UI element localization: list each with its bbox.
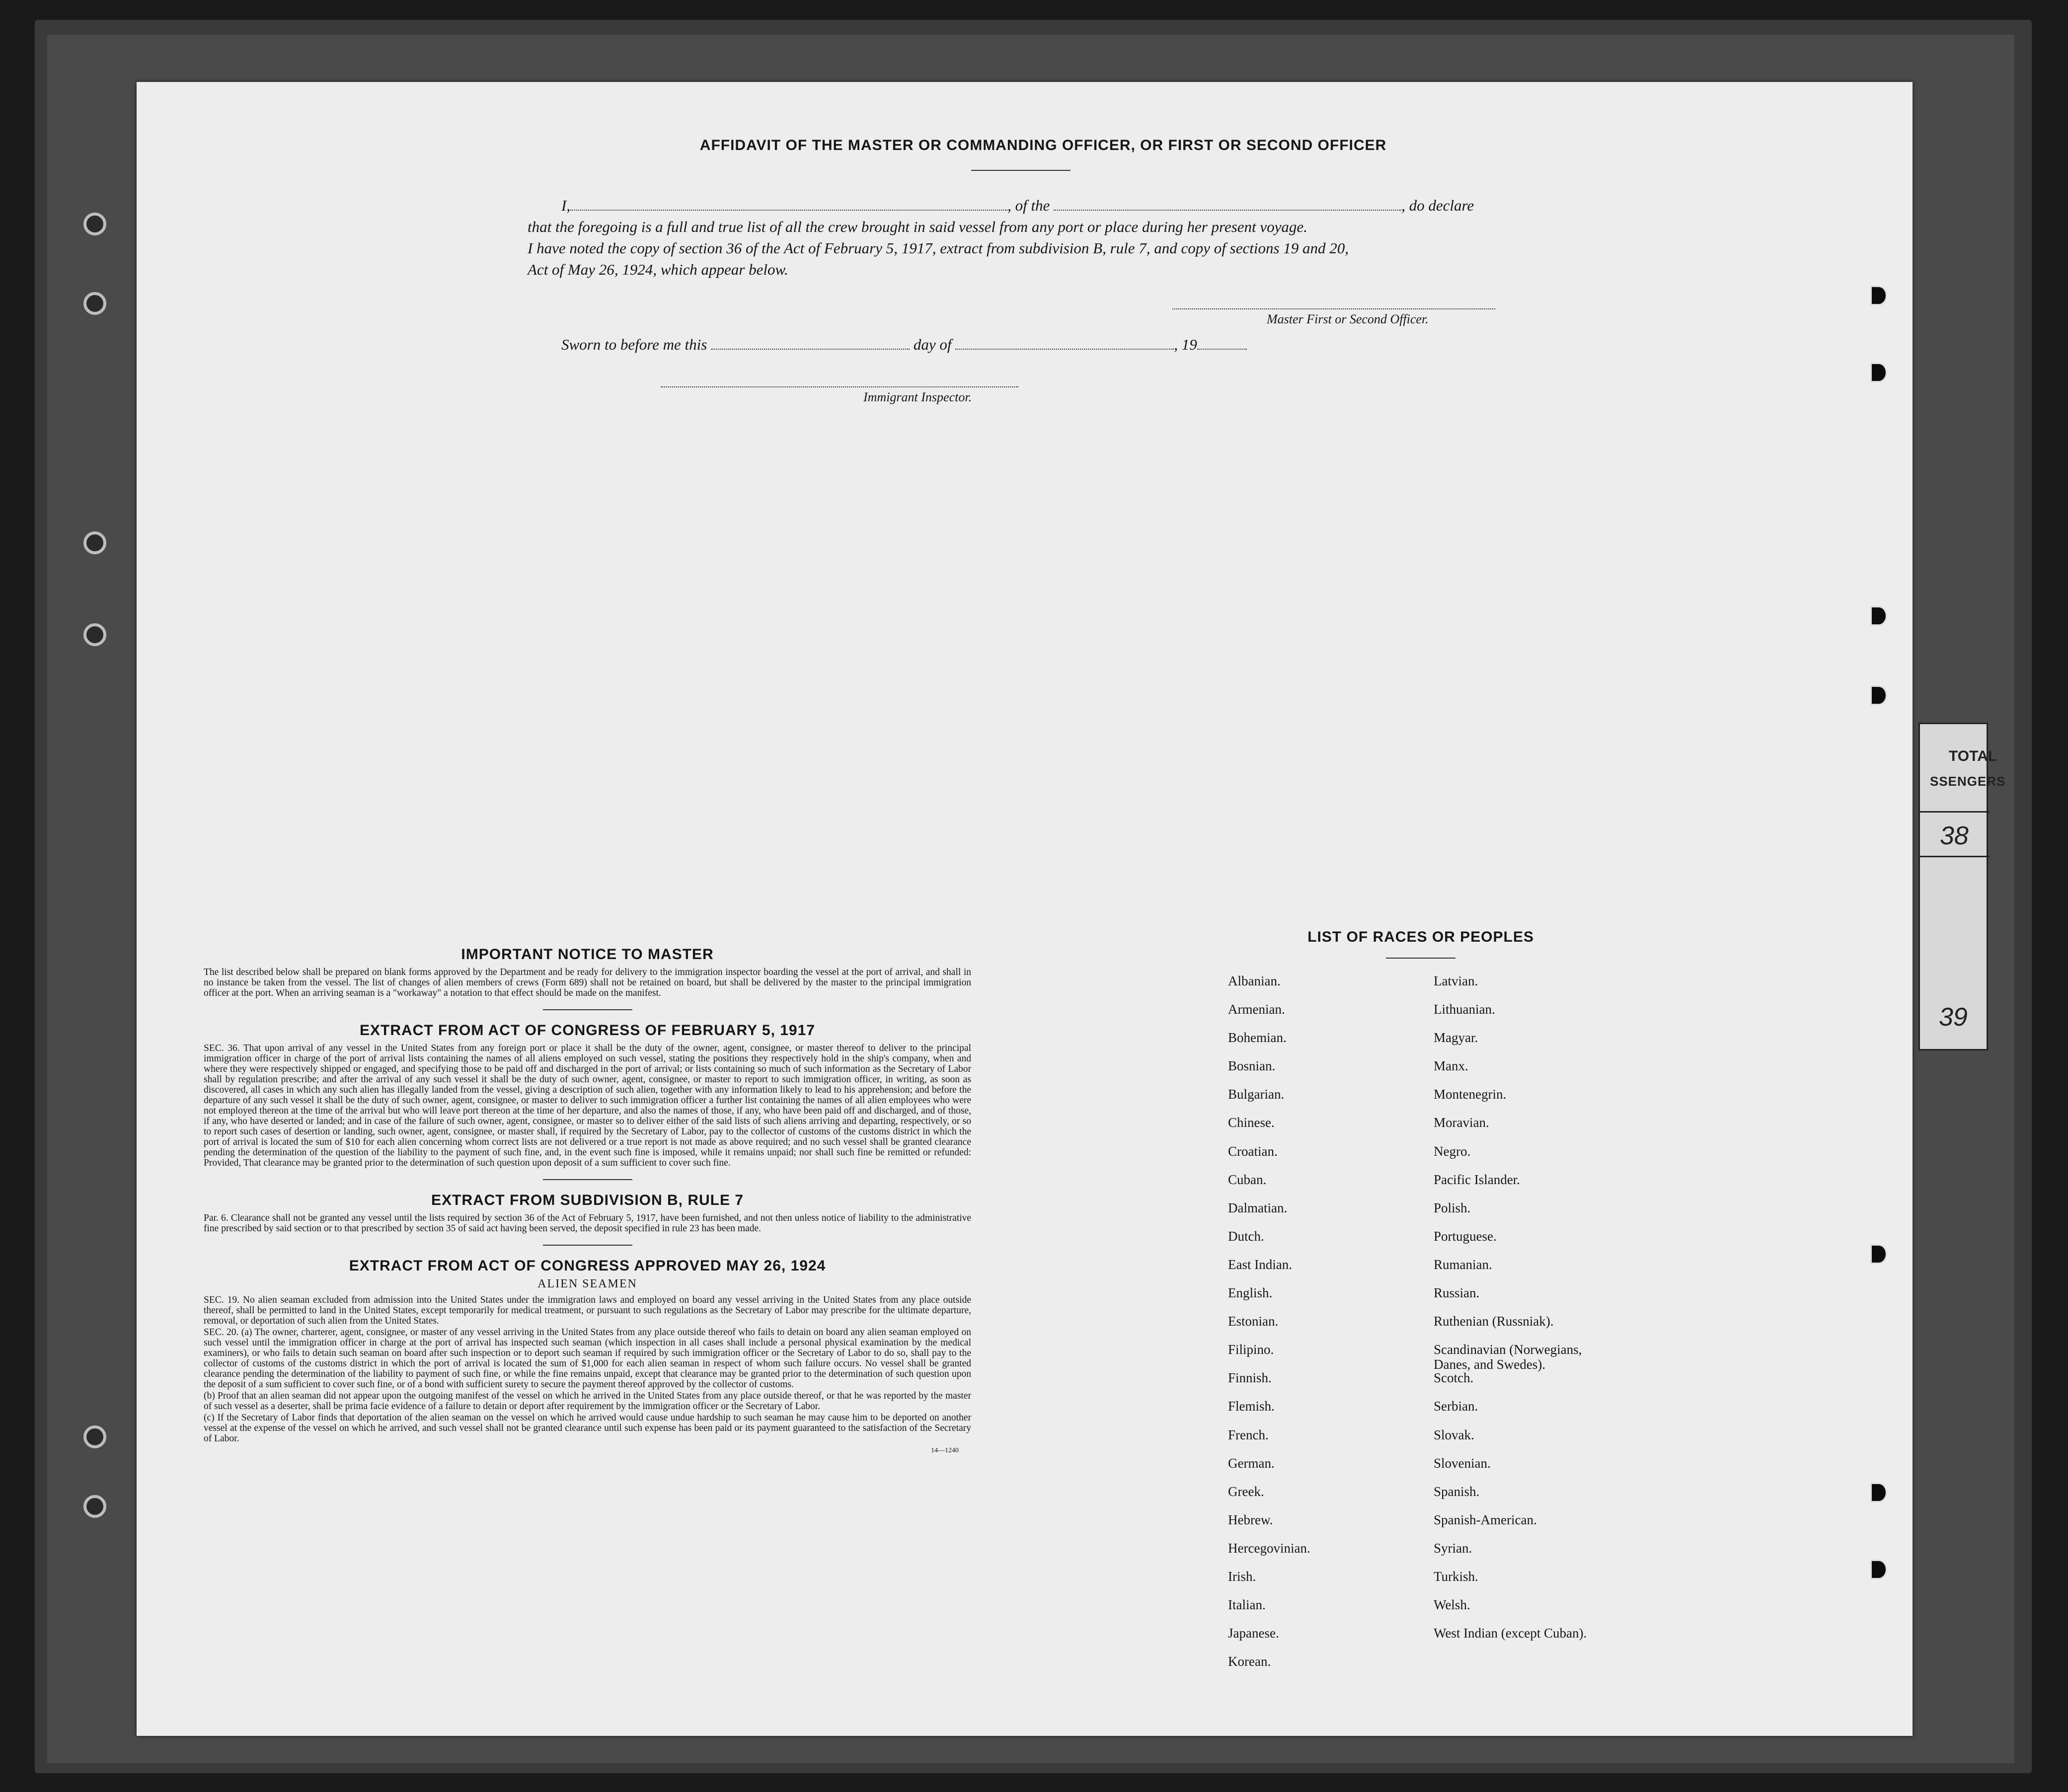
binder-hole-icon	[83, 1425, 106, 1448]
race-item: Spanish.	[1434, 1484, 1480, 1499]
sworn-day-blank[interactable]	[711, 338, 910, 350]
race-item: Montenegrin.	[1434, 1087, 1507, 1102]
race-item: Serbian.	[1434, 1399, 1478, 1414]
race-item: Spanish-American.	[1434, 1512, 1537, 1527]
section-rule	[543, 1179, 632, 1180]
year-blank[interactable]	[1197, 338, 1247, 350]
sec-19-text: SEC. 19. No alien seaman excluded from admission into the United States under the immigration laws and employed on board any vessel arriving in the United States from any place outside thereof, shall be permitted to land in the United States, except temporarily for medical treatment, or pursuant to such regulations as the Secretary of Labor may prescribe for the ultimate departure, removal, or deportation of such alien from the United States.	[204, 1295, 971, 1326]
extract-rule7-body: Par. 6. Clearance shall not be granted any vessel until the lists required by section 36 of the Act of February 5, 1917, have been furnished, and not then unless notice of liability to the administrative fine prescribed by said section or to that prescribed by section 35 of said act having been served, the deposit specified in rule 23 has been made.	[204, 1213, 971, 1234]
year-text: , 19	[1174, 336, 1197, 353]
extract-1917-heading: EXTRACT FROM ACT OF CONGRESS OF FEBRUARY 5, 1917	[360, 1022, 815, 1039]
races-title-rule	[1386, 958, 1455, 959]
race-item: Finnish.	[1228, 1370, 1272, 1386]
declarant-prefix: I,	[561, 197, 571, 214]
race-item: Greek.	[1228, 1484, 1264, 1499]
of-the-text: , of the	[1007, 197, 1050, 214]
section-rule	[543, 1245, 632, 1246]
race-item: Scotch.	[1434, 1370, 1474, 1386]
race-item: Bohemian.	[1228, 1030, 1287, 1045]
section-rule	[543, 1009, 632, 1010]
race-item: Dalmatian.	[1228, 1200, 1288, 1215]
punch-hole-icon	[1870, 606, 1887, 626]
race-item: Chinese.	[1228, 1115, 1275, 1130]
race-item: German.	[1228, 1455, 1275, 1471]
master-signature-label: Master First or Second Officer.	[1267, 312, 1429, 326]
race-item: Hercegovinian.	[1228, 1540, 1310, 1556]
extract-1917-body: SEC. 36. That upon arrival of any vessel in the United States from any foreign port or place it shall be the duty of the owner, agent, consignee, or master thereof to deliver to the principal immigration officer in charge of the port of arrival lists containing the names of all aliens employed on such vessel, stating the positions they respectively hold in the ship's company, when and where they were respectively shipped or engaged, and specifying those to be paid off and discharged in the port of arrival; or lists containing so much of such information as the Secretary of Labor shall by regulation prescribe; and after the arrival of any such vessel it shall be the duty of such owner, agent, consignee, or master to report to such immigration officer, in writing, as soon as discovered, all cases in which any such alien has illegally landed from the vessel, giving a description of such alien, together with any information likely to lead to his apprehension; and before the departure of any such vessel it shall be the duty of such owner, agent, consignee, or master to deliver to such immigration officer a further list containing the names of all alien employees who were not employed thereon at the time of the arrival but who will leave port thereon at the time of her departure, and also the names of those, if any, who have been paid off and discharged, and of those, if any, who have deserted or landed; and in case of the failure of such owner, agent, consignee, or master so to deliver either of the said lists of such aliens arriving and departing, respectively, or so to report such cases of desertion or landing, such owner, agent, consignee, or master shall, if required by the Secretary of Labor, pay to the collector of customs of the customs district in which the port of arrival is located the sum of $10 for each alien concerning whom correct lists are not delivered or a true report is not made as above required; and no such vessel shall be granted clearance pending the determination of the question of the liability to the payment of such fine, and, in the event such fine is imposed, while it remains unpaid; nor shall such fine be remitted or refunded: Provided, That clearance may be granted prior to the determination of such question upon deposit of a sum sufficient to cover such fine.	[204, 1043, 971, 1168]
sec-20b-text: (b) Proof that an alien seaman did not appear upon the outgoing manifest of the vessel on which he arrived in the United States from any place outside thereof, or that he was reported by the master of such vessel as a deserter, shall be prima facie evidence of a failure to detain or deport after requirement by the immigration officer or the Secretary of Labor.	[204, 1391, 971, 1412]
sec-20a-text: SEC. 20. (a) The owner, charterer, agent, consignee, or master of any vessel arriving in the United States from any place outside thereof who fails to detain on board any alien seaman employed on such vessel until the immigration officer in charge at the port of arrival has inspected such seaman (which inspection in all cases shall include a personal physical examination by the medical examiners), or who fails to detain such seaman on board after such inspection or to deport such seaman if required by such immigration officer or the Secretary of Labor to do so, shall pay to the collector of customs of the customs district in which the port of arrival is located the sum of $1,000 for each alien seaman in respect of whom such failure occurs. No vessel shall be granted clearance pending the determination of the liability to payment of such fine, or while the fine remains unpaid, except that clearance may be granted prior to the determination of such question upon the deposit of a sum sufficient to cover such fine, or of a bond with sufficient surety to secure the payment thereof approved by the collector of customs.	[204, 1327, 971, 1390]
race-item: Slovak.	[1434, 1427, 1474, 1442]
race-item: Russian.	[1434, 1285, 1480, 1301]
race-item: Magyar.	[1434, 1030, 1478, 1045]
race-item: Slovenian.	[1434, 1455, 1491, 1471]
race-item: Korean.	[1228, 1654, 1271, 1669]
passengers-label: SSENGERS	[1930, 774, 2006, 789]
binder-hole-icon	[83, 1495, 106, 1518]
race-item: Bulgarian.	[1228, 1087, 1285, 1102]
declare-text: , do declare	[1401, 197, 1474, 214]
races-left-column	[1228, 973, 1310, 1682]
passenger-total-tab	[1918, 723, 2006, 1050]
race-item: Albanian.	[1228, 973, 1281, 988]
declaration-line-2: that the foregoing is a full and true list of all the crew brought in said vessel from any port or place during her present voyage.	[528, 218, 1307, 235]
extract-1924-heading: EXTRACT FROM ACT OF CONGRESS APPROVED MAY 26, 1924	[349, 1258, 826, 1274]
extract-rule7-heading: EXTRACT FROM SUBDIVISION B, RULE 7	[431, 1192, 744, 1208]
punch-hole-icon	[1870, 363, 1887, 382]
affidavit-title: AFFIDAVIT OF THE MASTER OR COMMANDING OFFICER, OR FIRST OR SECOND OFFICER	[699, 137, 1387, 153]
race-item: Latvian.	[1434, 973, 1478, 988]
binder-hole-icon	[83, 213, 106, 235]
master-signature-line[interactable]	[1172, 308, 1495, 309]
tab-divider	[1920, 856, 1990, 857]
race-item: East Indian.	[1228, 1257, 1292, 1272]
notice-heading: IMPORTANT NOTICE TO MASTER	[461, 946, 714, 963]
count-first: 38	[1940, 821, 1969, 850]
race-item: Negro.	[1434, 1143, 1471, 1159]
name-blank[interactable]	[570, 199, 1007, 211]
punch-hole-icon	[1870, 1483, 1887, 1502]
race-item: Moravian.	[1434, 1115, 1489, 1130]
race-item: Manx.	[1434, 1058, 1468, 1074]
race-item: Portuguese.	[1434, 1228, 1497, 1244]
race-item: French.	[1228, 1427, 1269, 1442]
race-item: Syrian.	[1434, 1540, 1472, 1556]
title-rule	[971, 170, 1071, 171]
punch-hole-icon	[1870, 286, 1887, 305]
race-item: Dutch.	[1228, 1228, 1264, 1244]
race-item: West Indian (except Cuban).	[1434, 1626, 1587, 1641]
race-item: Filipino.	[1228, 1342, 1274, 1357]
race-item: Irish.	[1228, 1568, 1256, 1584]
punch-hole-icon	[1870, 1244, 1887, 1264]
race-item: Polish.	[1434, 1200, 1471, 1215]
vessel-blank[interactable]	[1054, 199, 1401, 211]
race-item: Ruthenian (Russniak).	[1434, 1314, 1554, 1329]
sworn-month-blank[interactable]	[955, 338, 1174, 350]
race-item: Welsh.	[1434, 1597, 1470, 1613]
race-item: Cuban.	[1228, 1172, 1267, 1187]
declaration-line-4: Act of May 26, 1924, which appear below.	[528, 261, 788, 278]
inspector-signature-label: Immigrant Inspector.	[863, 390, 972, 404]
inspector-signature-line[interactable]	[661, 386, 1018, 387]
sec-20c-text: (c) If the Secretary of Labor finds that deportation of the alien seaman on the vessel on which he arrived would cause undue hardship to such seaman he may cause him to be deported on another vessel at the expense of the vessel on which he arrived, and such vessel shall not be granted clearance until such expense has been paid or its payment guaranteed to the satisfaction of the Secretary of Labor.	[204, 1413, 971, 1444]
race-item: Croatian.	[1228, 1143, 1278, 1159]
race-item: Bosnian.	[1228, 1058, 1276, 1074]
races-list-title: LIST OF RACES OR PEOPLES	[1307, 929, 1534, 945]
race-item: English.	[1228, 1285, 1273, 1301]
tab-divider	[1920, 811, 1990, 813]
race-item: Flemish.	[1228, 1399, 1275, 1414]
binder-hole-icon	[83, 531, 106, 554]
race-item: Japanese.	[1228, 1626, 1279, 1641]
declaration-line-3: I have noted the copy of section 36 of the Act of February 5, 1917, extract from subdivision B, rule 7, and copy of sections 19 and 20,	[528, 239, 1349, 257]
notice-body: The list described below shall be prepared on blank forms approved by the Department and be ready for delivery to the immigration inspector boarding the vessel at the port of arrival, and shall in no instance be taken from the vessel. The list of changes of alien members of crews (Form 689) shall not be retained on board, but shall be delivered by the master to the principal immigration officer at the port. When an arriving seaman is a "workaway" a notation to that effect should be made on the manifest.	[204, 967, 971, 998]
punch-hole-icon	[1870, 1560, 1887, 1579]
race-item: Scandinavian (Norwegians, Danes, and Swedes).	[1434, 1342, 1582, 1372]
manifest-page	[137, 82, 1913, 1736]
race-item: Italian.	[1228, 1597, 1266, 1613]
alien-seamen-subheading: ALIEN SEAMEN	[537, 1277, 637, 1290]
race-item: Rumanian.	[1434, 1257, 1492, 1272]
punch-hole-icon	[1870, 685, 1887, 705]
day-of-text: day of	[913, 336, 952, 353]
race-item: Pacific Islander.	[1434, 1172, 1520, 1187]
binder-hole-icon	[83, 292, 106, 315]
sworn-line	[561, 336, 1247, 354]
sworn-text: Sworn to before me this	[561, 336, 707, 353]
count-second: 39	[1939, 1003, 1968, 1032]
races-right-column	[1434, 973, 1587, 1654]
race-item: Lithuanian.	[1434, 1002, 1495, 1017]
notice-column	[204, 946, 971, 1455]
declaration-line-1	[561, 197, 1474, 215]
race-item: Hebrew.	[1228, 1512, 1273, 1527]
total-label: TOTAL	[1949, 748, 1997, 764]
binder-hole-icon	[83, 623, 106, 646]
form-number: 14—1240	[931, 1447, 959, 1454]
race-item: Turkish.	[1434, 1568, 1478, 1584]
race-item: Armenian.	[1228, 1002, 1285, 1017]
race-item: Estonian.	[1228, 1314, 1279, 1329]
